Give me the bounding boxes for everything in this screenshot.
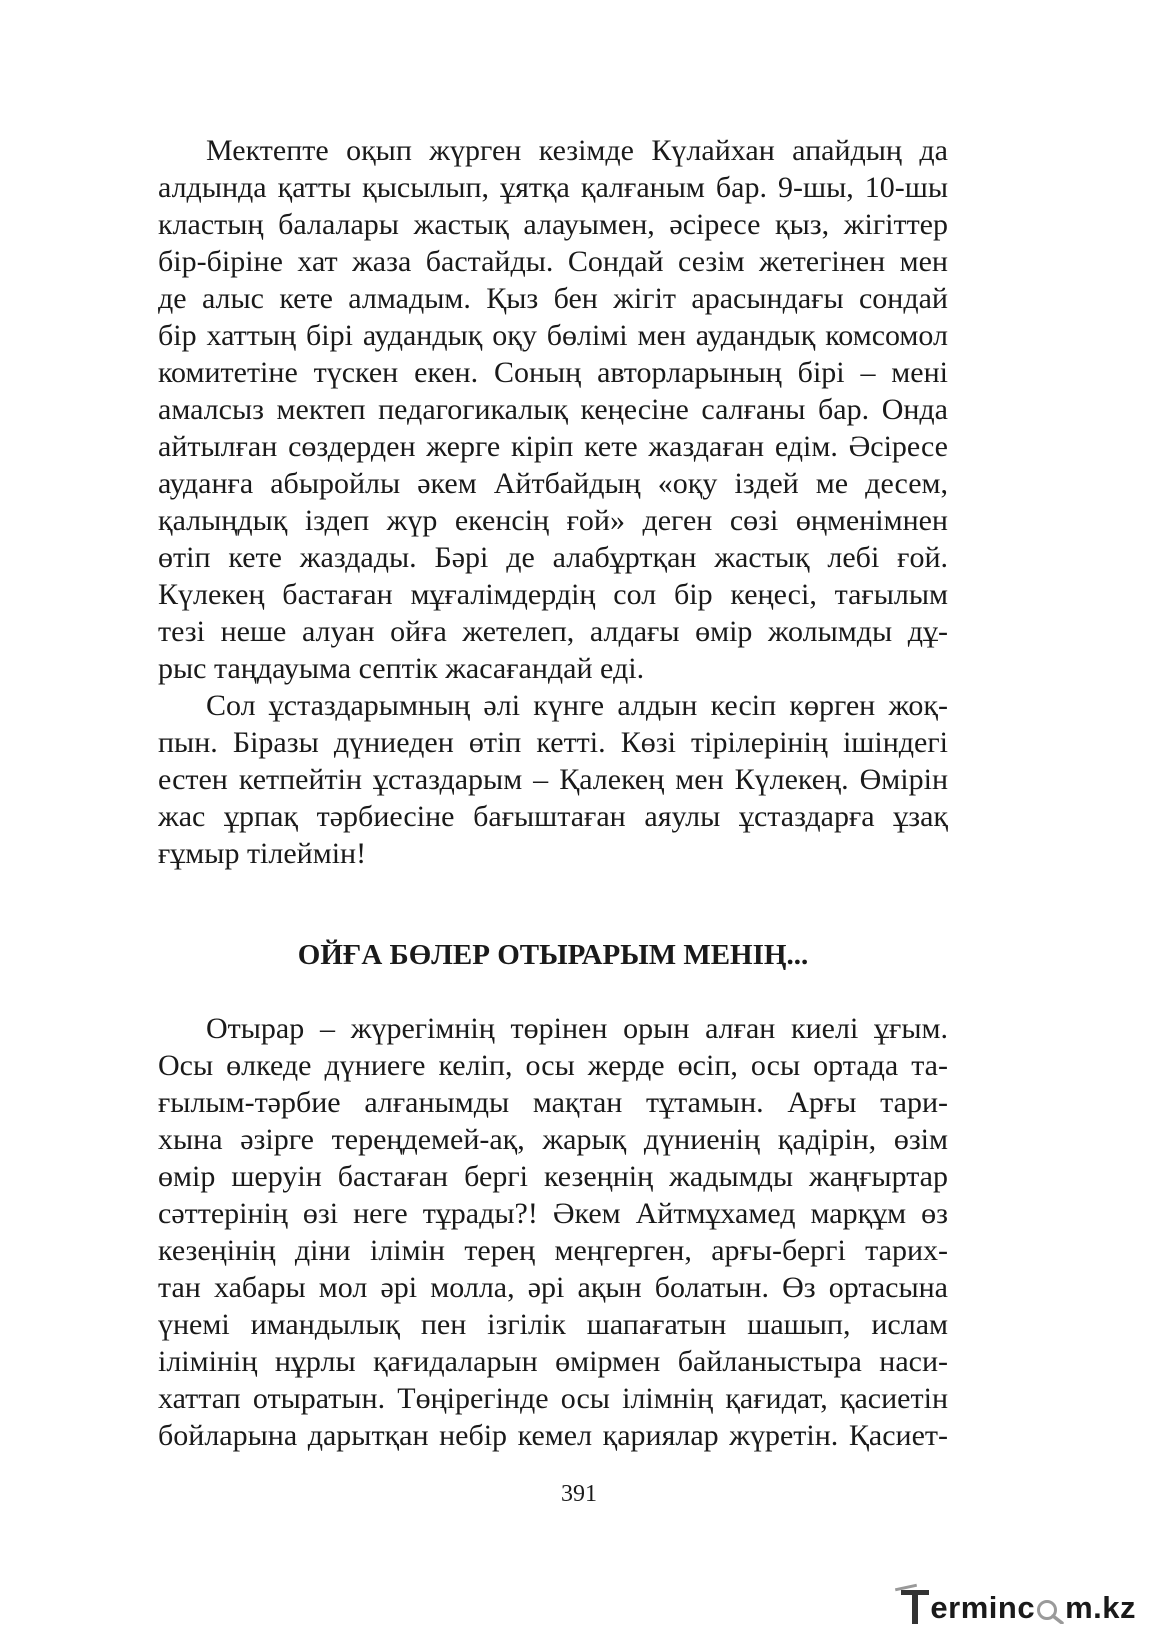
- text-line: кезеңінің діни ілімін терең меңгерген, арғы-бергі тарих-: [158, 1234, 948, 1267]
- text-line: сәттерінің өзі неге тұрады?! Әкем Айтмұхамед марқұм өз: [158, 1197, 948, 1230]
- paragraph-block-2: [158, 1010, 948, 1454]
- text-line: хына әзірге тереңдемей-ақ, жарық дүниенің қадірін, өзім: [158, 1123, 948, 1156]
- text-line: өмір шеруін бастаған бергі кезеңнің жадымды жаңғыртар: [158, 1160, 948, 1193]
- text-line: ғұмыр тілеймін!: [158, 837, 367, 870]
- text-line: естен кетпейтін ұстаздарым – Қалекең мен Күлекең. Өмірін: [158, 763, 948, 796]
- text-line: ілімінің нұрлы қағидаларын өмірмен байланыстыра наси-: [158, 1345, 948, 1378]
- text-line: Мектепте оқып жүрген кезімде Күлайхан апайдың да: [206, 134, 948, 167]
- text-line: үнемі имандылық пен ізгілік шапағатын шашып, ислам: [158, 1308, 948, 1341]
- text-line: комитетіне түскен екен. Соның авторларының бірі – мені: [158, 356, 948, 389]
- text-line: жас ұрпақ тәрбиесіне бағыштаған аяулы ұстаздарға ұзақ: [158, 800, 948, 833]
- watermark-suffix: m.kz: [1065, 1590, 1136, 1625]
- paragraph-block-1: [158, 132, 948, 872]
- text-line: Сол ұстаздарымның әлі күнге алдын кесіп көрген жоқ-: [206, 689, 948, 722]
- text-line: бойларына дарытқан небір кемел қариялар жүретін. Қасиет-: [158, 1419, 948, 1452]
- text-line: айтылған сөздерден жерге кіріп кете жаздаған едім. Әсіресе: [158, 430, 948, 463]
- text-line: тан хабары мол әрі молла, әрі ақын болатын. Өз ортасына: [158, 1271, 948, 1304]
- terminkom-watermark-logo: [901, 1580, 1136, 1626]
- text-line: алдында қатты қысылып, ұятқа қалғаным бар. 9-шы, 10-шы: [158, 171, 948, 204]
- text-line: пын. Біразы дүниеден өтіп кетті. Көзі тірілерінің ішіндегі: [158, 726, 948, 759]
- text-line: Отырар – жүрегімнің төрінен орын алған киелі ұғым.: [206, 1012, 948, 1045]
- page-number: 391: [561, 1481, 597, 1507]
- section-heading: ОЙҒА БӨЛЕР ОТЫРАРЫМ МЕНІҢ...: [297, 939, 809, 971]
- text-line: кластың балалары жастық алауымен, әсіресе қыз, жігіттер: [158, 208, 948, 241]
- text-line: тезі неше алуан ойға жетелеп, алдағы өмір жолымды дұ-: [158, 615, 948, 648]
- text-line: қалыңдық іздеп жүр екенсің ғой» деген сөзі өңменімнен: [158, 504, 948, 537]
- t-logo-icon: [901, 1586, 929, 1626]
- text-line: амалсыз мектеп педагогикалық кеңесіне салғаны бар. Онда: [158, 393, 948, 426]
- text-line: ғылым-тәрбие алғанымды мақтан тұтамын. Арғы тари-: [158, 1086, 948, 1119]
- text-line: де алыс кете алмадым. Қыз бен жігіт арасындағы сондай: [158, 282, 948, 315]
- text-line: бір хаттың бірі аудандық оқу бөлімі мен аудандық комсомол: [158, 319, 948, 352]
- text-line: бір-біріне хат жаза бастайды. Сондай сезім жетегінен мен: [158, 245, 948, 278]
- text-line: ауданға абыройлы әкем Айтбайдың «оқу іздей ме десем,: [158, 467, 948, 500]
- text-line: Күлекең бастаған мұғалімдердің сол бір кеңесі, тағылым: [158, 578, 948, 611]
- magnifier-icon: [1036, 1596, 1064, 1626]
- watermark-prefix: erminc: [930, 1590, 1036, 1625]
- text-line: хаттап отыратын. Төңірегінде осы ілімнің қағидат, қасиетін: [158, 1382, 948, 1415]
- text-line: рыс таңдауыма септік жасағандай еді.: [158, 652, 645, 685]
- text-line: Осы өлкеде дүниеге келіп, осы жерде өсіп, осы ортада та-: [158, 1049, 948, 1082]
- text-line: өтіп кете жаздады. Бәрі де алабұртқан жастық лебі ғой.: [158, 541, 948, 574]
